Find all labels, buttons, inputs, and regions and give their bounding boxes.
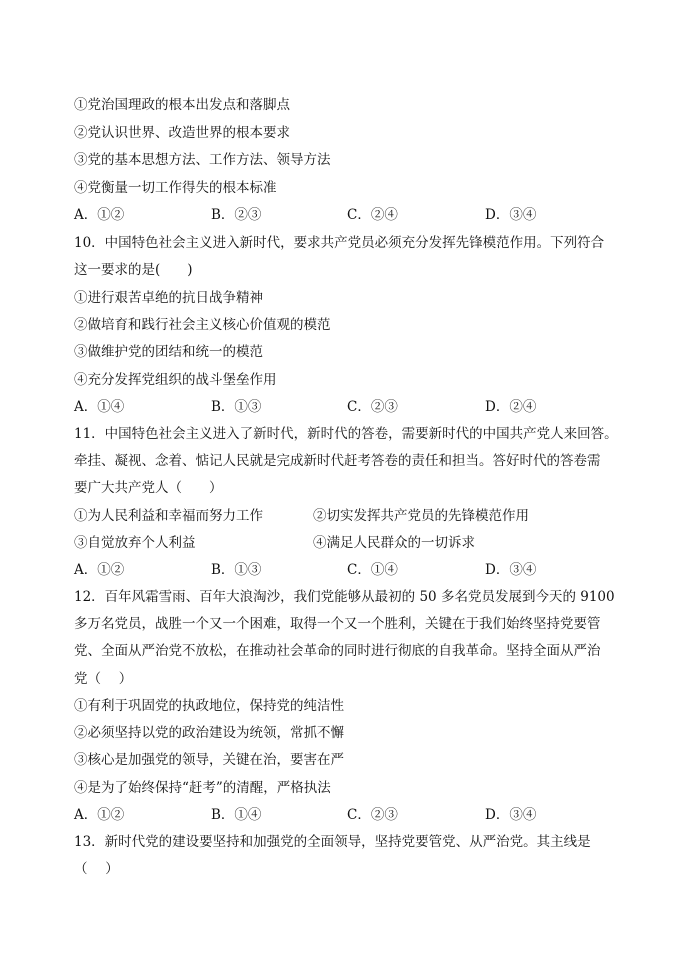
q12-stem-line-3: 党、全面从严治党不放松，在推动社会革命的同时进行彻底的自我革命。坚持全面从严治 <box>74 643 601 659</box>
q12-stem-line-1: 12．百年风霜雪雨、百年大浪淘沙，我们党能够从最初的 50 多名党员发展到今天的 9100 <box>74 589 615 605</box>
q12-stem-line-4: 党（ ） <box>74 671 133 687</box>
q11-item-3: ③自觉放弃个人利益 <box>74 535 196 551</box>
q10-stem-line-1: 10．中国特色社会主义进入新时代，要求共产党员必须充分发挥先锋模范作用。下列符合 <box>74 235 605 251</box>
q10-option-a: A．①④ <box>74 399 125 415</box>
q9-item-4: ④党衡量一切工作得失的根本标准 <box>74 180 277 196</box>
q10-item-1: ①进行艰苦卓绝的抗日战争精神 <box>74 290 263 306</box>
q10-option-c: C．②③ <box>347 399 398 415</box>
q12-option-a: A．①② <box>74 807 125 823</box>
q9-item-2: ②党认识世界、改造世界的根本要求 <box>74 125 290 141</box>
q12-option-c: C．②③ <box>347 807 398 823</box>
q12-item-2: ②必须坚持以党的政治建设为统领，常抓不懈 <box>74 725 344 741</box>
q12-stem-line-2: 多万名党员，战胜一个又一个困难，取得一个又一个胜利，关键在于我们始终坚持党要管 <box>74 616 601 632</box>
q12-item-3: ③核心是加强党的领导，关键在治，要害在严 <box>74 752 344 768</box>
q10-item-3: ③做维护党的团结和统一的模范 <box>74 344 263 360</box>
q10-stem-line-2: 这一要求的是( ) <box>74 262 193 278</box>
q11-option-a: A．①② <box>74 562 125 578</box>
q10-option-b: B．①③ <box>211 399 262 415</box>
q9-option-b: B．②③ <box>211 207 262 223</box>
q10-item-4: ④充分发挥党组织的战斗堡垒作用 <box>74 372 277 388</box>
q12-item-1: ①有利于巩固党的执政地位，保持党的纯洁性 <box>74 698 344 714</box>
q11-option-d: D．③④ <box>485 562 537 578</box>
q11-option-b: B．①③ <box>211 562 262 578</box>
q10-option-d: D．②④ <box>485 399 537 415</box>
q9-option-c: C．②④ <box>347 207 398 223</box>
q12-option-b: B．①④ <box>211 807 262 823</box>
q12-option-d: D．③④ <box>485 807 537 823</box>
q13-stem-line-1: 13．新时代党的建设要坚持和加强党的全面领导，坚持党要管党、从严治党。其主线是 <box>74 834 591 850</box>
q9-item-1: ①党治国理政的根本出发点和落脚点 <box>74 97 290 113</box>
q10-item-2: ②做培育和践行社会主义核心价值观的模范 <box>74 317 331 333</box>
q9-option-a: A．①② <box>74 207 125 223</box>
q11-item-4: ④满足人民群众的一切诉求 <box>313 535 475 551</box>
q13-stem-line-2: （ ） <box>74 861 119 877</box>
q9-item-3: ③党的基本思想方法、工作方法、领导方法 <box>74 152 331 168</box>
q11-stem-line-1: 11．中国特色社会主义进入了新时代，新时代的答卷，需要新时代的中国共产党人来回答。 <box>74 426 618 442</box>
q11-stem-line-3: 要广大共产党人（ ） <box>74 480 223 496</box>
q11-stem-line-2: 牵挂、凝视、念着、惦记人民就是完成新时代赶考答卷的责任和担当。答好时代的答卷需 <box>74 453 601 469</box>
q11-item-2: ②切实发挥共产党员的先锋模范作用 <box>313 508 529 524</box>
q11-item-1: ①为人民利益和幸福而努力工作 <box>74 508 263 524</box>
q12-item-4: ④是为了始终保持“赶考”的清醒，严格执法 <box>74 780 331 796</box>
q9-option-d: D．③④ <box>485 207 537 223</box>
q11-option-c: C．①④ <box>347 562 398 578</box>
